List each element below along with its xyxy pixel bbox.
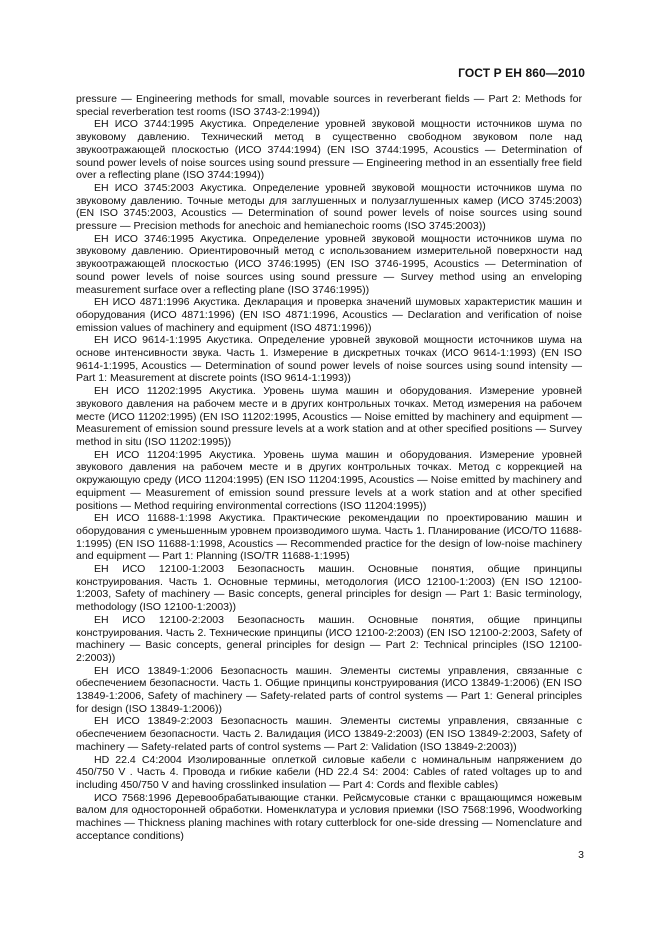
paragraph: ЕН ИСО 4871:1996 Акустика. Декларация и проверка значений шумовых характеристик машин и оборудования (ИСО 4871:1996) (EN ISO 4871:1996, Acoustics — Declaration and verification of noise emission values of machinery and equipment (ISO 4871:1996)) — [76, 296, 582, 334]
paragraph: HD 22.4 C4:2004 Изолированные оплеткой силовые кабели с номинальным напряжением до 450/750 V . Часть 4. Провода и гибкие кабели (HD 22.4 S4: 2004: Cables of rated voltages up to and including 450/750 V and having crosslinked insulation — Part 4: Cords and flexible cables) — [76, 753, 582, 791]
paragraph: ИСО 7568:1996 Деревообрабатывающие станки. Рейсмусовые станки с вращающимся ножевым валом для односторонней обработки. Номенклатура и условия приемки (ISO 7568:1996, Woodworking machines — Thickness planing machines with rotary cutterblock for one-side dressing — Nomenclature and acceptance conditions) — [76, 791, 582, 842]
paragraph: ЕН ИСО 3745:2003 Акустика. Определение уровней звуковой мощности источников шума по звуковому давлению. Точные методы для заглушенных и полузаглушенных камер (ИСО 3745:2003) (EN ISO 3745:2003, Acoustics — Determination of sound power levels of noise sources using sound pressure — Precision methods for anechoic and hemianechoic rooms (ISO 3745:2003)) — [76, 181, 582, 233]
paragraph: ЕН ИСО 12100-1:2003 Безопасность машин. Основные понятия, общие принципы конструирования. Часть 1. Основные термины, методология (ИСО 12100-1:2003) (EN ISO 12100-1:2003, Safety of machinery — Basic concepts, general principles for design — Part 1: Basic terminology, methodology (ISO 12100-1:2003)) — [76, 563, 582, 614]
reference-list — [76, 93, 582, 842]
paragraph: ЕН ИСО 11202:1995 Акустика. Уровень шума машин и оборудования. Измерение уровней звукового давления на рабочем месте и в других контрольных точках. Метод измерения на рабочем месте (ИСО 11202:1995) (EN ISO 11202:1995, Acoustics — Noise emitted by machinery and equipment — Measurement of emission sound pressure levels at a work station and at other specified positions — Survey method in situ (ISO 11202:1995)) — [76, 385, 582, 448]
paragraph: ЕН ИСО 3744:1995 Акустика. Определение уровней звуковой мощности источников шума по звуковому давлению. Технический метод в существенно свободном звуковом поле над звукоотражающей плоскостью (ИСО 3744:1994) (EN ISO 3744:1995, Acoustics — Determination of sound power levels of noise sources using sound pressure — Engineering method in an essentially free field over a reflecting plane (ISO 3744:1994)) — [76, 118, 582, 182]
paragraph: ЕН ИСО 3746:1995 Акустика. Определение уровней звуковой мощности источников шума по звуковому давлению. Ориентировочный метод с использованием измерительной поверхности над звукоотражающей плоскостью (ИСО 3746:1995) (EN ISO 3746-1995, Acoustics — Determination of sound power levels of noise sources using sound pressure — Survey method using an enveloping measurement surface over a reflecting plane (ISO 3746:1995)) — [76, 232, 582, 296]
paragraph: ЕН ИСО 13849-2:2003 Безопасность машин. Элементы системы управления, связанные с обеспечением безопасности. Часть 2. Валидация (ИСО 13849-2:2003) (EN ISO 13849-2:2003, Safety of machinery — Safety-related parts of control systems — Part 2: Validation (ISO 13849-2:2003)) — [76, 715, 582, 753]
paragraph: ЕН ИСО 11204:1995 Акустика. Уровень шума машин и оборудования. Измерение уровней звукового давления на рабочем месте и в других контрольных точках. Метод с коррекцией на окружающую среду (ИСО 11204:1995) (EN ISO 11204:1995, Acoustics — Noise emitted by machinery and equipment — Measurement of emission sound pressure levels at a work station and at other specified positions — Method requiring environmental corrections (ISO 11204:1995)) — [76, 448, 582, 512]
paragraph: ЕН ИСО 13849-1:2006 Безопасность машин. Элементы системы управления, связанные с обеспечением безопасности. Часть 1. Общие принципы конструирования (ИСО 13849-1:2006) (EN ISO 13849-1:2006, Safety of machinery — Safety-related parts of control systems — Part 1: General principles for design (ISO 13849-1:2006)) — [76, 664, 582, 715]
document-code: ГОСТ Р ЕН 860—2010 — [458, 66, 585, 80]
paragraph: ЕН ИСО 12100-2:2003 Безопасность машин. Основные понятия, общие принципы конструирования. Часть 2. Технические принципы (ИСО 12100-2:2003) (EN ISO 12100-2:2003, Safety of machinery — Basic concepts, general principles for design — Part 2: Technical principles (ISO 12100-2:2003)) — [76, 613, 582, 664]
paragraph: pressure — Engineering methods for small, movable sources in reverberant fields — Part 2: Methods for special reverberation test rooms (ISO 3743-2:1994)) — [76, 93, 582, 118]
paragraph: ЕН ИСО 9614-1:1995 Акустика. Определение уровней звуковой мощности источников шума на основе интенсивности звука. Часть 1. Измерение в дискретных точках (ИСО 9614-1:1993) (EN ISO 9614-1:1995, Acoustics — Determination of sound power levels of noise sources using sound intensity — Part 1: Measurement at discrete points (ISO 9614-1:1993)) — [76, 334, 582, 385]
page-number: 3 — [578, 849, 584, 861]
paragraph: ЕН ИСО 11688-1:1998 Акустика. Практические рекомендации по проектированию машин и оборудования с уменьшенным уровнем производимого шума. Часть 1. Планирование (ИСО/ТО 11688-1:1995) (EN ISO 11688-1:1998, Acoustics — Recommended practice for the design of low-noise machinery and equipment — Part 1: Planning (ISO/TR 11688-1:1995) — [76, 512, 582, 563]
